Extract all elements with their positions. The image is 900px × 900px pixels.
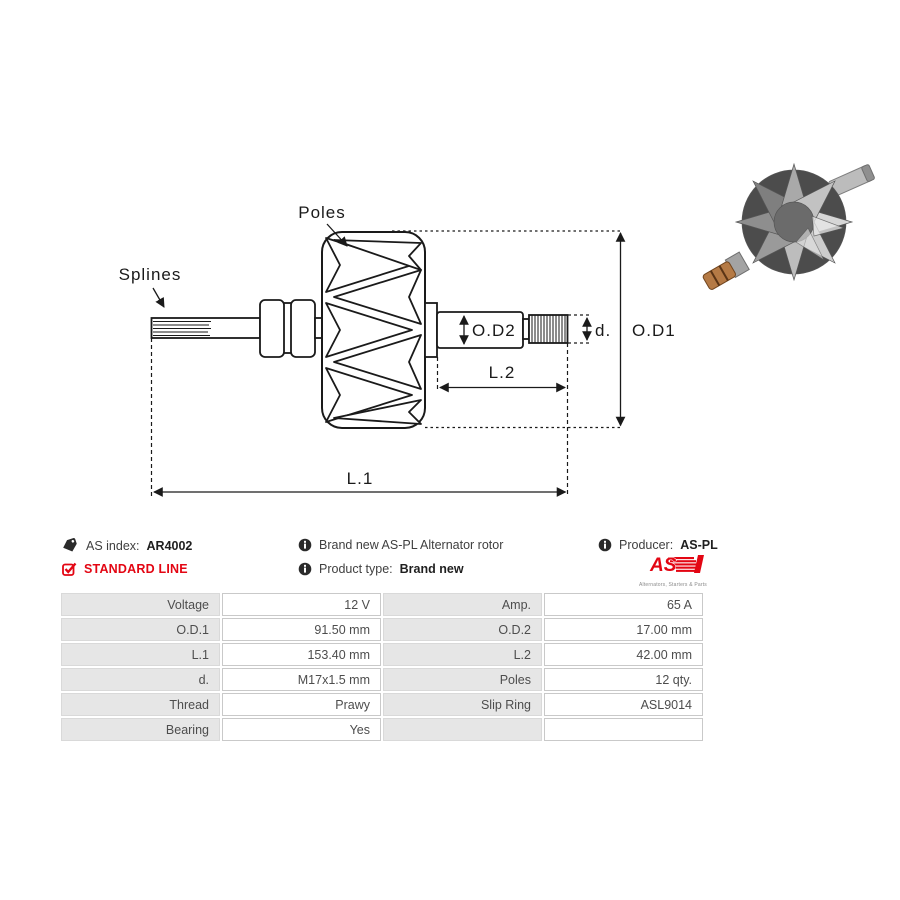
l1-label: L.1 xyxy=(346,469,374,488)
spec-label-cell: Thread xyxy=(61,693,220,716)
poles-label: Poles xyxy=(298,203,346,222)
spec-label-cell: Poles xyxy=(383,668,542,691)
spec-table-row xyxy=(61,643,703,666)
as-index-row xyxy=(62,538,192,553)
as-index-label: AS index: xyxy=(86,538,140,553)
photo-slip-rings xyxy=(701,252,749,291)
spec-table-body xyxy=(61,593,703,741)
tag-icon xyxy=(62,538,79,553)
spec-table xyxy=(59,591,705,743)
product-type-row xyxy=(298,562,464,576)
producer-value: AS-PL xyxy=(680,538,718,552)
description-row xyxy=(298,538,503,552)
od1-label: O.D1 xyxy=(632,321,676,340)
pole-body xyxy=(322,232,425,428)
l2-label: L.2 xyxy=(488,363,516,382)
spec-label-cell: O.D.1 xyxy=(61,618,220,641)
info-icon xyxy=(598,538,612,552)
as-logo-graphic xyxy=(642,555,704,576)
spec-table-row xyxy=(61,593,703,616)
spec-value-cell: ASL9014 xyxy=(544,693,703,716)
spec-value-cell: Yes xyxy=(222,718,381,741)
rotor-product-photo xyxy=(698,142,888,304)
product-description: Brand new AS-PL Alternator rotor xyxy=(319,538,504,552)
svg-text:AS: AS xyxy=(650,555,677,576)
d-label: d. xyxy=(595,321,612,340)
spec-label-cell: d. xyxy=(61,668,220,691)
spec-table-row xyxy=(61,693,703,716)
spec-label-cell: Amp. xyxy=(383,593,542,616)
logo-caption: Alternators, Starters & Parts xyxy=(638,582,708,588)
standard-line-label: STANDARD LINE xyxy=(84,562,188,576)
od2-label: O.D2 xyxy=(472,321,516,340)
spec-value-cell xyxy=(544,718,703,741)
spec-label-cell xyxy=(383,718,542,741)
spec-table-row xyxy=(61,718,703,741)
spec-label-cell: L.1 xyxy=(61,643,220,666)
photo-pole-pack xyxy=(736,164,852,280)
info-icon xyxy=(298,538,312,552)
spec-value-cell: 91.50 mm xyxy=(222,618,381,641)
spec-label-cell: O.D.2 xyxy=(383,618,542,641)
spec-value-cell: 65 A xyxy=(544,593,703,616)
shaft-collars xyxy=(260,300,325,357)
spec-value-cell: Prawy xyxy=(222,693,381,716)
spec-value-cell: 17.00 mm xyxy=(544,618,703,641)
spec-table-row xyxy=(61,668,703,691)
spec-label-cell: L.2 xyxy=(383,643,542,666)
as-pl-logo xyxy=(636,555,710,588)
claw-pattern xyxy=(326,238,421,424)
spec-table-row xyxy=(61,618,703,641)
producer-row xyxy=(598,538,718,552)
spec-label-cell: Voltage xyxy=(61,593,220,616)
spec-value-cell: 12 qty. xyxy=(544,668,703,691)
splines-label: Splines xyxy=(118,265,182,284)
spec-label-cell: Bearing xyxy=(61,718,220,741)
spec-value-cell: M17x1.5 mm xyxy=(222,668,381,691)
standard-line-row xyxy=(62,562,188,576)
spec-value-cell: 12 V xyxy=(222,593,381,616)
spec-value-cell: 153.40 mm xyxy=(222,643,381,666)
product-type-label: Product type: xyxy=(319,562,393,576)
info-icon xyxy=(298,562,312,576)
as-index-value: AR4002 xyxy=(146,538,193,553)
producer-label: Producer: xyxy=(619,538,674,552)
checkbox-icon xyxy=(62,562,77,576)
splined-shaft xyxy=(152,318,261,338)
product-type-value: Brand new xyxy=(399,562,464,576)
spec-value-cell: 42.00 mm xyxy=(544,643,703,666)
spec-label-cell: Slip Ring xyxy=(383,693,542,716)
